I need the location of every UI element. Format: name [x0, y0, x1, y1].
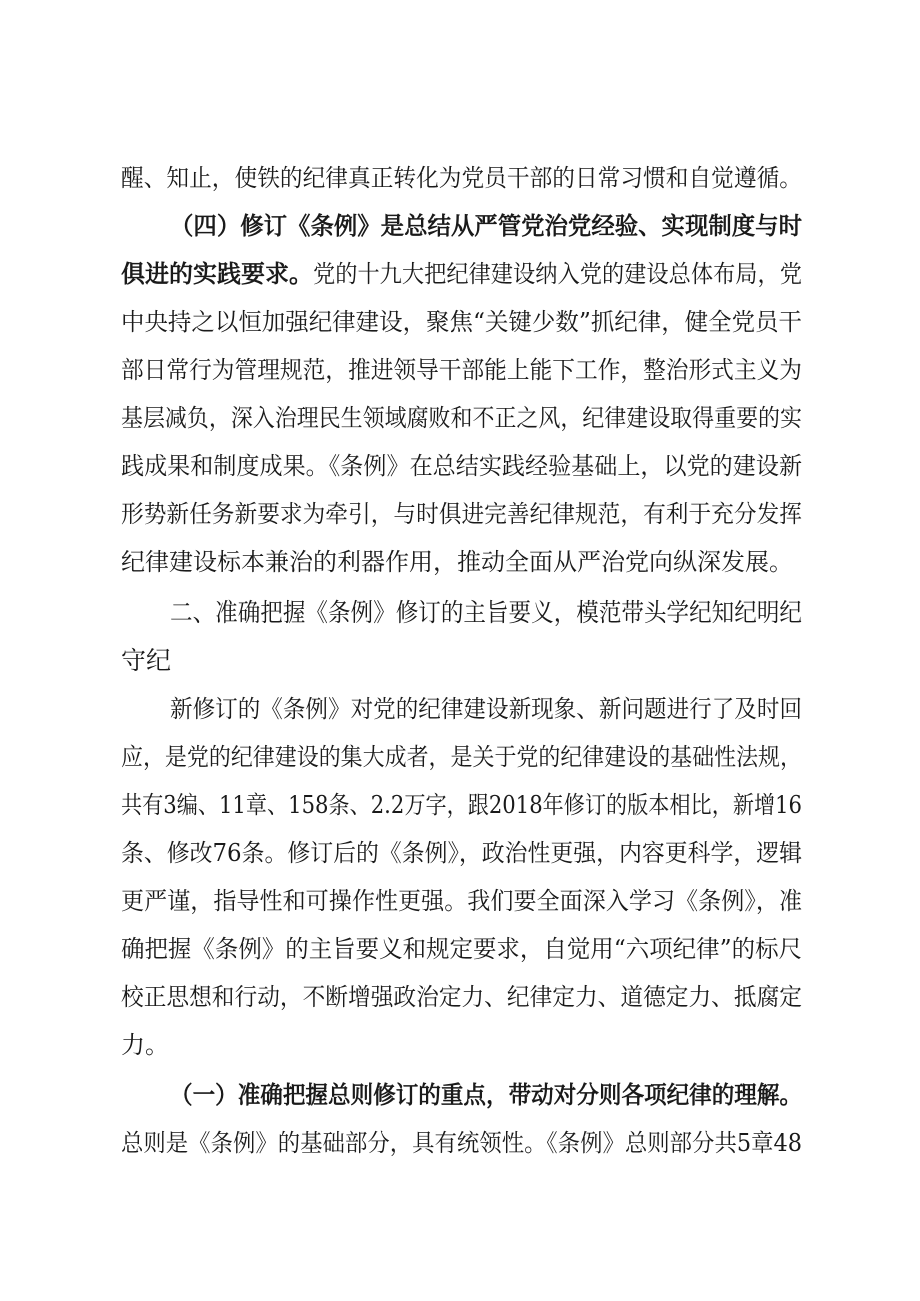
paragraph-line — [0, 1020, 920, 1070]
line-text: 力。 — [121, 1031, 169, 1059]
line-text: 总则是《条例》的基础部分，具有统领性。《条例》总则部分共5章48 — [121, 1129, 802, 1157]
line-text: 中央持之以恒加强纪律建设，聚焦“关键少数”抓纪律，健全党员干 — [121, 308, 803, 336]
paragraph-line — [0, 924, 920, 974]
line-text: 更严谨，指导性和可操作性更强。我们要全面深入学习《条例》，准 — [121, 887, 803, 915]
subheading-line — [0, 201, 920, 251]
subheading-line — [0, 1070, 920, 1120]
paragraph-line — [0, 1118, 920, 1168]
paragraph-line — [0, 489, 920, 539]
line-text: 纪律建设标本兼治的利器作用，推动全面从严治党向纵深发展。 — [121, 548, 793, 576]
line-text: 形势新任务新要求为牵引，与时俱进完善纪律规范，有利于充分发挥 — [121, 500, 802, 528]
paragraph-line — [0, 732, 920, 782]
line-text: 党的十九大把纪律建设纳入党的建设总体布局，党 — [313, 260, 802, 288]
paragraph-line — [0, 441, 920, 491]
line-text: 部日常行为管理规范，推进领导干部能上能下工作，整治形式主义为 — [121, 356, 802, 384]
section-heading-text: 守纪 — [121, 646, 172, 675]
line-text: 基层减负，深入治理民生领域腐败和不正之风，纪律建设取得重要的实 — [121, 404, 802, 432]
line-text: 新修订的《条例》对党的纪律建设新现象、新问题进行了及时回 — [170, 695, 803, 723]
section-heading-line — [0, 588, 920, 638]
paragraph-line — [0, 345, 920, 395]
section-heading-text: 二、准确把握《条例》修订的主旨要义，模范带头学纪知纪明纪 — [170, 598, 802, 627]
line-text: 确把握《条例》的主旨要义和规定要求，自觉用“六项纪律”的标尺 — [121, 935, 803, 963]
paragraph-line — [0, 684, 920, 734]
subheading-text: （一）准确把握总则修订的重点，带动对分则各项纪律的理解。 — [170, 1080, 803, 1109]
subheading-text: 俱进的实践要求。 — [121, 259, 313, 288]
section-heading-line — [0, 636, 920, 686]
line-text: 醒、知止，使铁的纪律真正转化为党员干部的日常习惯和自觉遵循。 — [121, 164, 802, 192]
paragraph-line — [0, 780, 920, 830]
line-text: 共有3编、11章、158条、2.2万字，跟2018年修订的版本相比，新增16 — [121, 791, 802, 819]
paragraph-line — [0, 297, 920, 347]
paragraph-line — [0, 249, 920, 299]
subheading-text: （四）修订《条例》是总结从严管党治党经验、实现制度与时 — [170, 211, 802, 240]
paragraph-line — [0, 876, 920, 926]
paragraph-line — [0, 972, 920, 1022]
paragraph-line — [0, 537, 920, 587]
line-text: 条、修改76条。修订后的《条例》，政治性更强，内容更科学，逻辑 — [121, 839, 803, 867]
line-text: 校正思想和行动，不断增强政治定力、纪律定力、道德定力、抵腐定 — [121, 983, 802, 1011]
paragraph-line — [0, 828, 920, 878]
paragraph-line — [0, 153, 920, 203]
line-text: 践成果和制度成果。《条例》在总结实践经验基础上，以党的建设新 — [121, 452, 803, 480]
paragraph-line — [0, 393, 920, 443]
line-text: 应，是党的纪律建设的集大成者，是关于党的纪律建设的基础性法规， — [121, 743, 802, 771]
